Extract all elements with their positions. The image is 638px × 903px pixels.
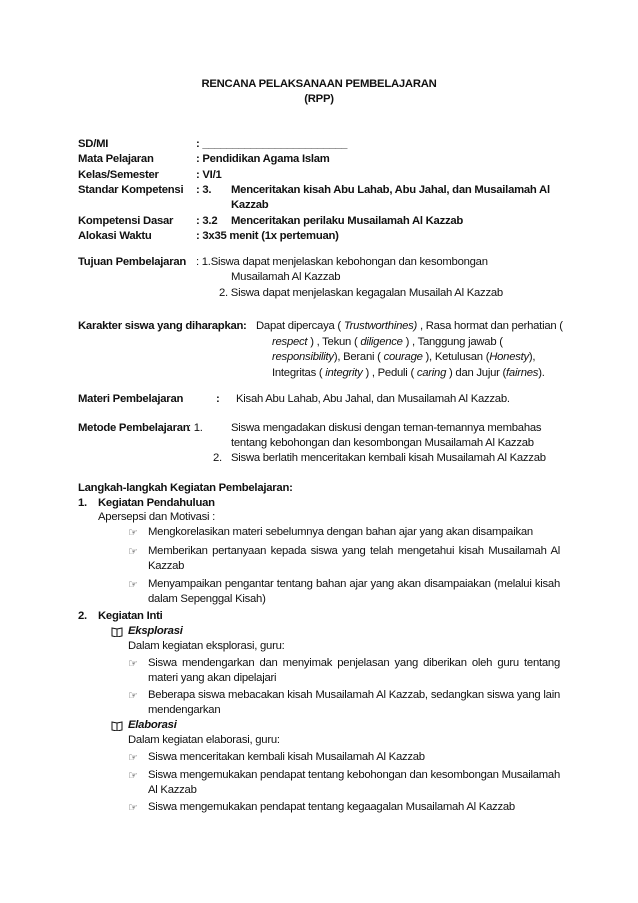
eksplorasi-item-1: Siswa mendengarkan dan menyimak penjelasan yang diberikan oleh guru tentang — [148, 657, 560, 669]
section-1-number: 1. — [78, 497, 87, 509]
value-kelas-semester: : VI/1 — [196, 169, 222, 181]
elaborasi-item-2-cont: Al Kazzab — [148, 784, 197, 796]
pendahuluan-item-3: Menyampaikan pengantar tentang bahan ajar yang akan disampaiakan (melalui kisah — [148, 578, 560, 590]
value-sdmi: : ________________________ — [196, 138, 348, 150]
langkah-heading: Langkah-langkah Kegiatan Pembelajaran: — [78, 482, 293, 494]
value-standar-kompetensi-text: Menceritakan kisah Abu Lahab, Abu Jahal, dan Musailamah Al — [231, 184, 550, 196]
tujuan-item-2: 2. Siswa dapat menjelaskan kegagalan Musailah Al Kazzab — [219, 287, 503, 299]
label-karakter: Karakter siswa yang diharapkan — [78, 320, 244, 332]
pointing-hand-icon: ☞ — [128, 689, 138, 702]
elaborasi-intro: Dalam kegiatan elaborasi, guru: — [128, 734, 280, 746]
apersepsi-heading: Apersepsi dan Motivasi : — [98, 511, 216, 523]
label-kelas-semester: Kelas/Semester — [78, 169, 159, 181]
materi-colon: : — [216, 393, 220, 405]
value-standar-kompetensi-num: : 3. — [196, 184, 212, 196]
elaborasi-title: Elaborasi — [128, 719, 177, 731]
value-kompetensi-dasar-num: : 3.2 — [196, 215, 218, 227]
pendahuluan-item-2: Memberikan pertanyaan kepada siswa yang telah mengetahui kisah Musailamah Al — [148, 545, 560, 557]
eksplorasi-item-2: Beberapa siswa mebacakan kisah Musailamah Al Kazzab, sedangkan siswa yang lain — [148, 689, 560, 701]
tujuan-item-1: : 1.Siswa dapat menjelaskan kebohongan dan kesombongan — [196, 256, 488, 268]
pointing-hand-icon: ☞ — [128, 801, 138, 814]
metode-item-2: Siswa berlatih menceritakan kembali kisah Musailamah Al Kazzab — [231, 452, 546, 464]
tujuan-item-1-cont: Musailamah Al Kazzab — [231, 271, 341, 283]
elaborasi-item-2: Siswa mengemukakan pendapat tentang kebohongan dan kesombongan Musailamah — [148, 769, 560, 781]
pointing-hand-icon: ☞ — [128, 545, 138, 558]
elaborasi-item-3: Siswa mengemukakan pendapat tentang kegaagalan Musailamah Al Kazzab — [148, 801, 515, 813]
pendahuluan-item-1: Mengkorelasikan materi sebelumnya dengan bahan ajar yang akan disampaikan — [148, 526, 533, 538]
value-standar-kompetensi-text-2: Kazzab — [231, 199, 269, 211]
label-tujuan: Tujuan Pembelajaran — [78, 256, 187, 268]
section-2-number: 2. — [78, 610, 87, 622]
metode-item-1-cont: tentang kebohongan dan kesombongan Musailamah Al Kazzab — [231, 437, 534, 449]
value-alokasi-waktu: : 3x35 menit (1x pertemuan) — [196, 230, 339, 242]
label-standar-kompetensi: Standar Kompetensi — [78, 184, 184, 196]
karakter-colon: : — [243, 320, 247, 332]
pointing-hand-icon: ☞ — [128, 657, 138, 670]
karakter-line-4: Integritas ( integrity ) , Peduli ( caring ) dan Jujur (fairnes). — [272, 367, 545, 379]
label-sdmi: SD/MI — [78, 138, 109, 150]
pointing-hand-icon: ☞ — [128, 578, 138, 591]
eksplorasi-item-2-cont: mendengarkan — [148, 704, 221, 716]
karakter-line-2: respect ) , Tekun ( diligence ) , Tanggung jawab ( — [272, 336, 503, 348]
elaborasi-item-1: Siswa menceritakan kembali kisah Musailamah Al Kazzab — [148, 751, 425, 763]
section-1-title: Kegiatan Pendahuluan — [98, 497, 215, 509]
pendahuluan-item-2-cont: Kazzab — [148, 560, 185, 572]
label-kompetensi-dasar: Kompetensi Dasar — [78, 215, 174, 227]
section-2-title: Kegiatan Inti — [98, 610, 163, 622]
label-mata-pelajaran: Mata Pelajaran — [78, 153, 154, 165]
pointing-hand-icon: ☞ — [128, 769, 138, 782]
value-kompetensi-dasar-text: Menceritakan perilaku Musailamah Al Kazzab — [231, 215, 464, 227]
pointing-hand-icon: ☞ — [128, 526, 138, 539]
metode-item-1: Siswa mengadakan diskusi dengan teman-temannya membahas — [231, 422, 542, 434]
pointing-hand-icon: ☞ — [128, 751, 138, 764]
karakter-line-1: Dapat dipercaya ( Trustworthines) , Rasa hormat dan perhatian ( — [256, 320, 563, 332]
label-metode: Metode Pembelajaran — [78, 422, 190, 434]
open-book-icon — [111, 721, 123, 731]
label-alokasi-waktu: Alokasi Waktu — [78, 230, 152, 242]
eksplorasi-item-1-cont: materi yang akan dipelajari — [148, 672, 277, 684]
karakter-line-3: responsibility), Berani ( courage ), Ketulusan (Honesty), — [272, 351, 536, 363]
value-mata-pelajaran: : Pendidikan Agama Islam — [196, 153, 330, 165]
label-materi: Materi Pembelajaran — [78, 393, 184, 405]
document-subtitle: (RPP) — [304, 93, 334, 105]
document-title: RENCANA PELAKSANAAN PEMBELAJARAN — [201, 78, 437, 90]
eksplorasi-title: Eksplorasi — [128, 625, 183, 637]
pendahuluan-item-3-cont: dalam Sepenggal Kisah) — [148, 593, 266, 605]
materi-value: Kisah Abu Lahab, Abu Jahal, dan Musailamah Al Kazzab. — [236, 393, 510, 405]
open-book-icon — [111, 627, 123, 637]
eksplorasi-intro: Dalam kegiatan eksplorasi, guru: — [128, 640, 285, 652]
metode-num-1: : 1. — [188, 422, 203, 434]
metode-num-2: 2. — [213, 452, 222, 464]
